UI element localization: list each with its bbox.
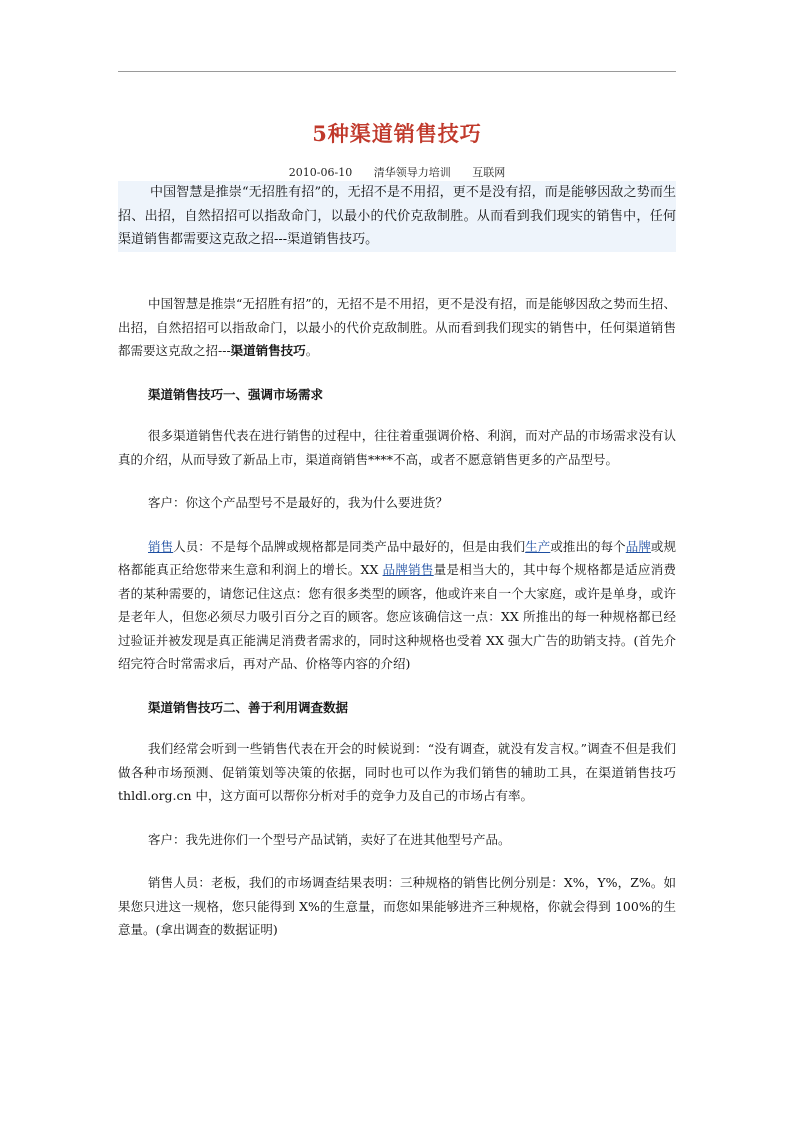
intro-end: 。 xyxy=(305,343,319,358)
page-title: 5种渠道销售技巧 xyxy=(312,121,482,146)
paragraph-survey-data: 我们经常会听到一些销售代表在开会的时候说到：“没有调查，就没有发言权。”调查不但是我们做各种市场预测、促销策划等决策的依据，同时也可以作为我们销售的辅助工具，在渠道销售技巧 thldl.org.cn 中，这方面可以帮你分析对手的竞争力及自己的市场占有率。 xyxy=(118,741,676,803)
reply1-text-a: 人员：不是每个品牌或规格都是同类产品中最好的，但是由我们 xyxy=(173,538,526,554)
link-brand[interactable]: 品牌 xyxy=(625,538,651,554)
link-brand-sales[interactable]: 品牌销售 xyxy=(382,562,434,577)
section-heading-1: 渠道销售技巧一、强调市场需求 xyxy=(148,386,324,402)
section-heading-2: 渠道销售技巧二、善于利用调查数据 xyxy=(148,699,349,715)
intro-text: 中国智慧是推崇“无招胜有招”的，无招不是不用招，更不是没有招，而是能够因敌之势而生招、出招，自然招招可以指敌命门，以最小的代价克敌制胜。从而看到我们现实的销售中，任何渠道销售都需要这克敌之招--- xyxy=(118,296,676,358)
meta-site: 互联网 xyxy=(472,166,506,179)
paragraph-sales-reply-1 xyxy=(118,535,676,676)
meta-source: 清华领导力培训 xyxy=(373,166,451,179)
summary-box: 中国智慧是推崇“无招胜有招”的，无招不是不用招，更不是没有招，而是能够因敌之势而生招、出招，自然招招可以指敌命门，以最小的代价克敌制胜。从而看到我们现实的销售中，任何渠道销售都需要这克敌之招---渠道销售技巧。 xyxy=(118,181,676,252)
paragraph-market-need: 很多渠道销售代表在进行销售的过程中，往往着重强调价格、利润，而对产品的市场需求没有认真的介绍，从而导致了新品上市，渠道商销售****不高，或者不愿意销售更多的产品型号。 xyxy=(118,428,676,467)
link-production[interactable]: 生产 xyxy=(525,538,551,554)
link-sales[interactable]: 销售 xyxy=(148,538,174,554)
paragraph-customer-question-1: 客户：你这个产品型号不是最好的，我为什么要进货？ xyxy=(148,495,449,510)
paragraph-sales-reply-2: 销售人员：老板，我们的市场调查结果表明：三种规格的销售比例分别是：X%，Y%，Z%。如果您只进这一规格，您只能得到 X%的生意量，而您如果能够进齐三种规格，你就会得到 100%的生意量。(拿出调查的数据证明) xyxy=(118,875,676,937)
reply1-text-b: 或推出的每个 xyxy=(550,538,626,554)
header-rule xyxy=(118,71,676,72)
intro-bold: 渠道销售技巧 xyxy=(230,343,306,358)
intro-paragraph xyxy=(118,292,676,363)
meta-date: 2010-06-10 xyxy=(288,166,353,179)
reply1-text-c: 或规格都能真正给您带来生意和利润上的增长。XX xyxy=(118,538,676,577)
paragraph-customer-question-2: 客户：我先进你们一个型号产品试销，卖好了在进其他型号产品。 xyxy=(148,831,511,847)
reply1-text-d: 量是相当大的，其中每个规格都是适应消费者的某种需要的，请您记住这点：您有很多类型的顾客，他或许来自一个大家庭，或许是单身，或许是老年人，但您必须尽力吸引百分之百的顾客。您应该确信这一点：XX 所推出的每一种规格都已经过验证并被发现是真正能满足消费者需求的，同时这种规格也受着 XX 强大广告的助销支持。(首先介绍完符合时常需求后，再对产品、价格等内容的介绍) xyxy=(118,562,676,671)
article-meta xyxy=(0,164,794,180)
article-body xyxy=(118,292,676,962)
